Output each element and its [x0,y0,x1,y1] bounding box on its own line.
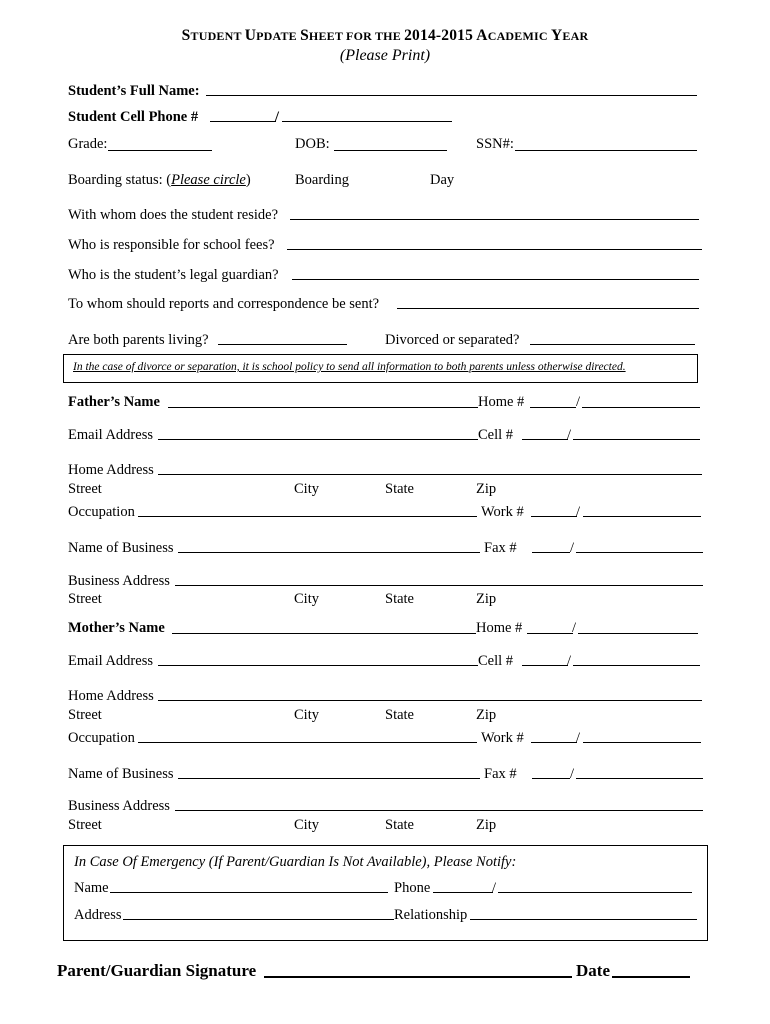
mother-state-label: State [385,707,414,723]
mother-home-address-label: Home Address [68,688,154,704]
title-part-2-big: S [300,27,309,44]
mother-cell-label: Cell # [478,653,514,669]
title-part-5-small: EAR [562,29,589,43]
mother-home-address-field[interactable] [158,700,702,701]
father-work-sep: / [576,504,581,520]
father-home-address-field[interactable] [158,474,702,475]
mother-business-address-field[interactable] [175,810,703,811]
date-label: Date [576,961,610,980]
father-street-label: Street [68,481,102,497]
mother-fax-label: Fax # [484,766,517,782]
mother-cell-area-field[interactable] [522,665,568,666]
title-part-5-big: Y [550,27,563,44]
signature-field[interactable] [264,976,572,978]
parents-living-label: Are both parents living? [68,332,209,348]
fees-label: Who is responsible for school fees? [68,237,275,253]
father-email-field[interactable] [158,439,478,440]
student-cell-sep: / [275,109,280,125]
grade-label: Grade: [68,136,108,152]
mother-work-label: Work # [481,730,524,746]
mother-city-label: City [294,707,319,723]
title-part-0-big: S [181,27,191,44]
father-fax-sep: / [570,540,575,556]
policy-notice-text: In the case of divorce or separation, it is school policy to send all information to both parents unless otherwise directed. [73,361,626,373]
student-cell-label: Student Cell Phone # [68,109,199,125]
father-home-sep: / [576,394,581,410]
emergency-name-field[interactable] [110,892,388,893]
title-part-2-small: HEET FOR THE [308,29,405,43]
signature-label: Parent/Guardian Signature [57,961,257,980]
title-part-4-small: CADEMIC [487,29,551,43]
mother-zip-label: Zip [476,707,497,723]
emergency-relationship-field[interactable] [470,919,697,920]
father-cell-sep: / [567,427,572,443]
mother-cell-sep: / [567,653,572,669]
mother-fax-number-field[interactable] [576,778,703,779]
father-home-number-field[interactable] [582,407,700,408]
ssn-label: SSN#: [476,136,514,152]
father-business-address-field[interactable] [175,585,703,586]
parents-living-field[interactable] [218,344,347,345]
reports-field[interactable] [397,308,699,309]
mother-work-number-field[interactable] [583,742,701,743]
father-home-area-field[interactable] [530,407,576,408]
mother-fax-area-field[interactable] [532,778,570,779]
father-cell-area-field[interactable] [522,439,568,440]
father-business-field[interactable] [178,552,480,553]
mother-name-field[interactable] [172,633,476,634]
mother-name-label: Mother’s Name [68,620,165,636]
guardian-field[interactable] [292,279,699,280]
father-state-label: State [385,481,414,497]
emergency-phone-sep: / [492,880,497,896]
father-fax-area-field[interactable] [532,552,570,553]
title-part-3-big: 2014-2015 [404,27,477,44]
mother-email-field[interactable] [158,665,478,666]
mother-cell-number-field[interactable] [573,665,700,666]
student-full-name-label: Student’s Full Name: [68,83,200,99]
father-fax-label: Fax # [484,540,517,556]
mother-home-number-field[interactable] [578,633,698,634]
date-field[interactable] [612,976,690,978]
mother-occupation-field[interactable] [138,742,477,743]
boarding-option-day[interactable]: Day [430,172,455,188]
father-city-label: City [294,481,319,497]
mother-work-sep: / [576,730,581,746]
father-occupation-field[interactable] [138,516,477,517]
dob-field[interactable] [334,150,447,151]
ssn-field[interactable] [515,150,697,151]
mother-occupation-label: Occupation [68,730,135,746]
father-business-label: Name of Business [68,540,174,556]
father-home-address-label: Home Address [68,462,154,478]
father-business-city-label: City [294,591,319,607]
father-occupation-label: Occupation [68,504,135,520]
mother-home-area-field[interactable] [527,633,573,634]
title-part-0-small: TUDENT [190,29,245,43]
emergency-address-label: Address [74,907,122,923]
mother-home-sep: / [572,620,577,636]
grade-field[interactable] [108,150,212,151]
emergency-phone-label: Phone [394,880,431,896]
boarding-option-boarding[interactable]: Boarding [295,172,349,188]
mother-street-label: Street [68,707,102,723]
father-fax-number-field[interactable] [576,552,703,553]
mother-home-label: Home # [476,620,523,636]
title-part-1-big: U [244,27,257,44]
father-business-address-label: Business Address [68,573,170,589]
emergency-name-label: Name [74,880,109,896]
father-work-number-field[interactable] [583,516,701,517]
guardian-label: Who is the student’s legal guardian? [68,267,279,283]
father-cell-label: Cell # [478,427,514,443]
father-zip-label: Zip [476,481,497,497]
emergency-address-field[interactable] [123,919,394,920]
mother-email-label: Email Address [68,653,153,669]
father-name-field[interactable] [168,407,478,408]
emergency-relationship-label: Relationship [394,907,468,923]
father-name-label: Father’s Name [68,394,160,410]
father-business-state-label: State [385,591,414,607]
mother-fax-sep: / [570,766,575,782]
student-cell-number-field[interactable] [282,121,452,122]
mother-business-street-label: Street [68,817,102,833]
mother-business-zip-label: Zip [476,817,497,833]
father-work-area-field[interactable] [531,516,577,517]
father-work-label: Work # [481,504,524,520]
reside-label: With whom does the student reside? [68,207,279,223]
mother-work-area-field[interactable] [531,742,577,743]
form-subtitle: (Please Print) [339,47,431,64]
divorced-field[interactable] [530,344,695,345]
father-email-label: Email Address [68,427,153,443]
student-cell-area-field[interactable] [210,121,276,122]
boarding-status-label: Boarding status: (Please circle) [68,172,251,188]
title-part-4-big: A [476,27,488,44]
fees-field[interactable] [287,249,702,250]
student-full-name-field[interactable] [206,95,697,96]
emergency-phone-number-field[interactable] [498,892,692,893]
dob-label: DOB: [295,136,330,152]
mother-business-state-label: State [385,817,414,833]
reside-field[interactable] [290,219,699,220]
divorced-label: Divorced or separated? [385,332,520,348]
emergency-phone-area-field[interactable] [433,892,493,893]
mother-business-label: Name of Business [68,766,174,782]
reports-label: To whom should reports and correspondence be sent? [68,296,380,312]
emergency-heading: In Case Of Emergency (If Parent/Guardian Is Not Available), Please Notify: [74,854,517,870]
title-part-1-small: PDATE [256,29,301,43]
mother-business-city-label: City [294,817,319,833]
mother-business-field[interactable] [178,778,480,779]
father-business-street-label: Street [68,591,102,607]
form-title [0,28,770,44]
father-home-label: Home # [478,394,525,410]
father-business-zip-label: Zip [476,591,497,607]
mother-business-address-label: Business Address [68,798,170,814]
father-cell-number-field[interactable] [573,439,700,440]
